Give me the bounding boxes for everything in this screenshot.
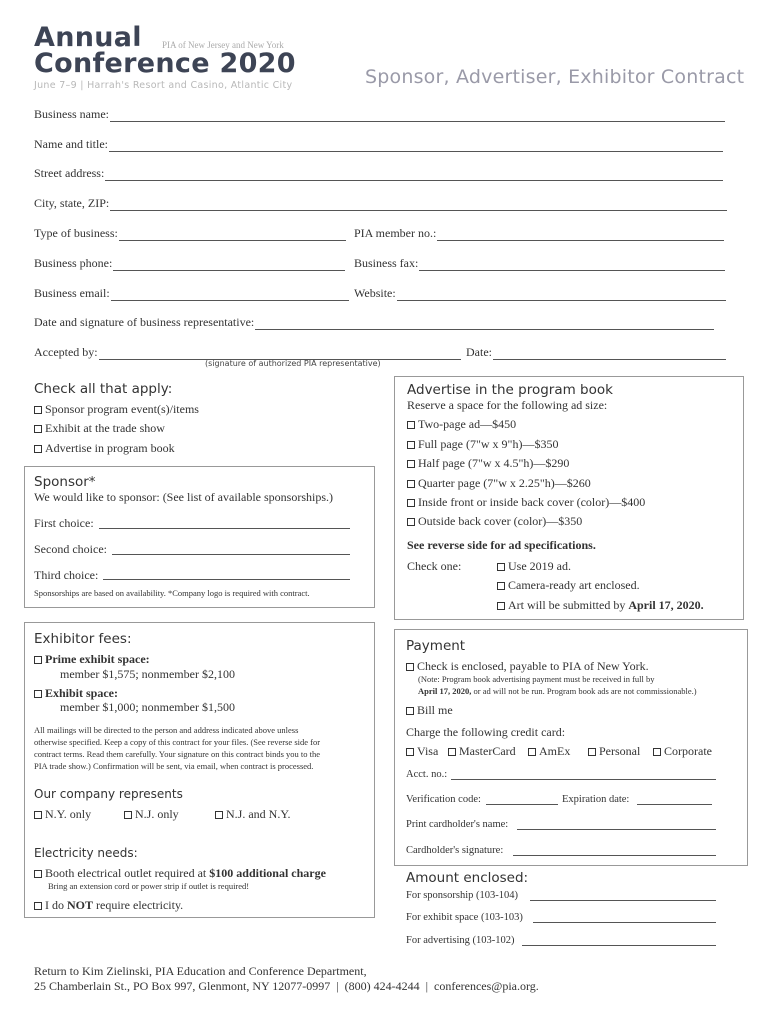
checkbox-icon[interactable]: [407, 480, 415, 488]
email-row: [34, 286, 349, 301]
ad-specs-note: See reverse side for ad specifications.: [407, 538, 596, 552]
cardholder-sig-line[interactable]: [513, 854, 716, 856]
card-amex[interactable]: AmEx: [528, 744, 570, 759]
street-line[interactable]: [105, 169, 723, 181]
prime-price: member $1,575; nonmember $2,100: [60, 667, 235, 681]
check-all-title: Check all that apply:: [34, 381, 173, 397]
represents-nj[interactable]: N.J. only: [124, 807, 179, 822]
acct-line[interactable]: [451, 778, 716, 780]
check-sponsor[interactable]: Sponsor program event(s)/items: [34, 402, 199, 417]
name-title-label: Name and title:: [34, 137, 108, 151]
cardholder-sig-label: Cardholder's signature:: [406, 845, 504, 856]
footer-line-1: Return to Kim Zielinski, PIA Education and Conference Department,: [34, 964, 367, 978]
electricity-title: Electricity needs:: [34, 846, 138, 860]
check-one-label: Check one:: [407, 559, 462, 573]
card-visa[interactable]: Visa: [406, 744, 438, 759]
expiration-label: Expiration date:: [562, 794, 630, 805]
outlet-required[interactable]: Booth electrical outlet required at $100 additional charge: [34, 866, 326, 881]
checkbox-icon[interactable]: [588, 748, 596, 756]
outlet-note: Bring an extension cord or power strip if outlet is required!: [48, 881, 250, 891]
check-enclosed[interactable]: Check is enclosed, payable to PIA of New York.: [406, 659, 649, 674]
represents-nj-ny[interactable]: N.J. and N.Y.: [215, 807, 290, 822]
pia-member-line[interactable]: [437, 229, 724, 241]
art-submitted[interactable]: Art will be submitted by April 17, 2020.: [497, 598, 704, 613]
amount-advertising-line[interactable]: [522, 944, 716, 946]
camera-ready[interactable]: Camera-ready art enclosed.: [497, 578, 640, 593]
third-choice-label: Third choice:: [34, 568, 99, 582]
checkbox-icon[interactable]: [34, 690, 42, 698]
prime-exhibit[interactable]: Prime exhibit space:: [34, 652, 150, 667]
acct-label: Acct. no.:: [406, 769, 448, 780]
ad-inside-cover[interactable]: Inside front or inside back cover (color)—$400: [407, 495, 645, 510]
date-signature-row: [34, 315, 714, 330]
amount-exhibit-label: For exhibit space (103-103): [406, 912, 523, 923]
amount-title: Amount enclosed:: [406, 870, 529, 886]
mail-note-3: contract terms. Read them carefully. Your signature on this contract binds you to the: [34, 749, 321, 759]
fax-line[interactable]: [419, 259, 725, 271]
first-choice-label: First choice:: [34, 516, 94, 530]
cardholder-name-line[interactable]: [517, 828, 716, 830]
accepted-caption: (signature of authorized PIA representative): [205, 359, 381, 368]
mail-note-2: otherwise specified. Keep a copy of this contract for your files. (See reverse side for: [34, 737, 321, 747]
check-exhibit[interactable]: Exhibit at the trade show: [34, 421, 165, 436]
city-label: City, state, ZIP:: [34, 196, 110, 210]
card-personal[interactable]: Personal: [588, 744, 640, 759]
checkbox-icon[interactable]: [497, 602, 505, 610]
checkbox-icon[interactable]: [215, 811, 223, 819]
date-row: [466, 345, 726, 360]
checkbox-icon[interactable]: [497, 582, 505, 590]
charge-title: Charge the following credit card:: [406, 725, 566, 739]
type-line[interactable]: [119, 229, 346, 241]
footer-line-2: 25 Chamberlain St., PO Box 997, Glenmont, NY 12077-0997 | (800) 424-4244 | conferences@pia.org.: [34, 979, 539, 993]
email-line[interactable]: [111, 289, 349, 301]
sponsor-note: Sponsorships are based on availability. *Company logo is required with contract.: [34, 588, 310, 598]
date-signature-label: Date and signature of business representative:: [34, 315, 255, 329]
checkbox-icon[interactable]: [34, 425, 42, 433]
exhibitor-title: Exhibitor fees:: [34, 631, 132, 647]
mail-note-1: All mailings will be directed to the person and address indicated above unless: [34, 725, 299, 735]
payment-title: Payment: [406, 638, 466, 654]
fax-row: [354, 256, 725, 271]
expiration-line[interactable]: [637, 803, 712, 805]
name-title-line[interactable]: [109, 140, 723, 152]
name-title-row: [34, 137, 723, 152]
checkbox-icon[interactable]: [497, 563, 505, 571]
ad-outside-cover[interactable]: Outside back cover (color)—$350: [407, 514, 582, 529]
street-row: [34, 166, 723, 181]
bill-me[interactable]: Bill me: [406, 703, 453, 718]
checkbox-icon[interactable]: [407, 499, 415, 507]
checkbox-icon[interactable]: [407, 441, 415, 449]
first-choice-line[interactable]: [99, 527, 350, 529]
checkbox-icon[interactable]: [653, 748, 661, 756]
checkbox-icon[interactable]: [406, 748, 414, 756]
mail-note-4: PIA trade show.) Confirmation will be sent, via email, when contract is processed.: [34, 761, 314, 771]
phone-line[interactable]: [113, 259, 345, 271]
third-choice-line[interactable]: [103, 578, 350, 580]
checkbox-icon[interactable]: [34, 656, 42, 664]
pia-member-row: [354, 226, 724, 241]
subtitle: PIA of New Jersey and New York: [162, 40, 284, 50]
checkbox-icon[interactable]: [407, 421, 415, 429]
website-line[interactable]: [397, 289, 726, 301]
website-row: [354, 286, 726, 301]
check-advertise[interactable]: Advertise in program book: [34, 441, 175, 456]
verification-label: Verification code:: [406, 794, 481, 805]
date-signature-line[interactable]: [255, 318, 714, 330]
website-label: Website:: [354, 286, 396, 300]
type-row: [34, 226, 346, 241]
accepted-by-label: Accepted by:: [34, 345, 98, 359]
phone-label: Business phone:: [34, 256, 113, 270]
checkbox-icon[interactable]: [34, 870, 42, 878]
checkbox-icon[interactable]: [124, 811, 132, 819]
second-choice-label: Second choice:: [34, 542, 107, 556]
contract-title: Sponsor, Advertiser, Exhibitor Contract: [365, 66, 745, 88]
business-name-line[interactable]: [110, 110, 725, 122]
business-name-label: Business name:: [34, 107, 109, 121]
city-row: [34, 196, 727, 211]
ad-quarter-page[interactable]: Quarter page (7"w x 2.25"h)—$260: [407, 476, 591, 491]
business-name-row: [34, 107, 725, 122]
use-2019-ad[interactable]: Use 2019 ad.: [497, 559, 571, 574]
represents-title: Our company represents: [34, 787, 183, 801]
second-choice-line[interactable]: [112, 553, 350, 555]
checkbox-icon[interactable]: [34, 902, 42, 910]
sponsor-intro: We would like to sponsor: (See list of available sponsorships.): [34, 490, 333, 504]
amount-advertising-label: For advertising (103-102): [406, 935, 515, 946]
card-corporate[interactable]: Corporate: [653, 744, 712, 759]
payment-note-2: April 17, 2020, or ad will not be run. Program book ads are not commissionable.): [418, 686, 697, 696]
street-label: Street address:: [34, 166, 105, 180]
fax-label: Business fax:: [354, 256, 419, 270]
advertise-title: Advertise in the program book: [407, 382, 613, 398]
ad-full-page[interactable]: Full page (7"w x 9"h)—$350: [407, 437, 558, 452]
date-line[interactable]: [493, 348, 726, 360]
represents-ny[interactable]: N.Y. only: [34, 807, 91, 822]
amount-exhibit-line[interactable]: [533, 921, 716, 923]
accepted-by-row: [34, 345, 461, 360]
card-mastercard[interactable]: MasterCard: [448, 744, 516, 759]
email-label: Business email:: [34, 286, 110, 300]
checkbox-icon[interactable]: [406, 707, 414, 715]
amount-sponsorship-label: For sponsorship (103-104): [406, 890, 518, 901]
cardholder-name-label: Print cardholder's name:: [406, 819, 509, 830]
ad-two-page[interactable]: Two-page ad—$450: [407, 417, 516, 432]
title-annual: Annual: [34, 22, 142, 53]
pia-member-label: PIA member no.:: [354, 226, 437, 240]
checkbox-icon[interactable]: [528, 748, 536, 756]
checkbox-icon[interactable]: [34, 811, 42, 819]
checkbox-icon[interactable]: [407, 518, 415, 526]
advertise-intro: Reserve a space for the following ad size:: [407, 398, 608, 412]
amount-sponsorship-line[interactable]: [530, 899, 716, 901]
checkbox-icon[interactable]: [406, 663, 414, 671]
payment-note-1: (Note: Program book advertising payment must be received in full by: [418, 674, 655, 684]
event-dates: June 7–9 | Harrah's Resort and Casino, Atlantic City: [34, 80, 293, 91]
city-line[interactable]: [110, 199, 727, 211]
checkbox-icon[interactable]: [407, 460, 415, 468]
checkbox-icon[interactable]: [34, 406, 42, 414]
verification-line[interactable]: [486, 803, 558, 805]
sponsor-title: Sponsor*: [34, 474, 96, 490]
date-label: Date:: [466, 345, 492, 359]
space-price: member $1,000; nonmember $1,500: [60, 700, 235, 714]
no-electricity[interactable]: I do NOT require electricity.: [34, 898, 183, 913]
ad-half-page[interactable]: Half page (7"w x 4.5"h)—$290: [407, 456, 569, 471]
phone-row: [34, 256, 345, 271]
checkbox-icon[interactable]: [34, 445, 42, 453]
exhibit-space[interactable]: Exhibit space:: [34, 686, 118, 701]
checkbox-icon[interactable]: [448, 748, 456, 756]
title-conference: Conference 2020: [34, 48, 296, 79]
type-label: Type of business:: [34, 226, 118, 240]
